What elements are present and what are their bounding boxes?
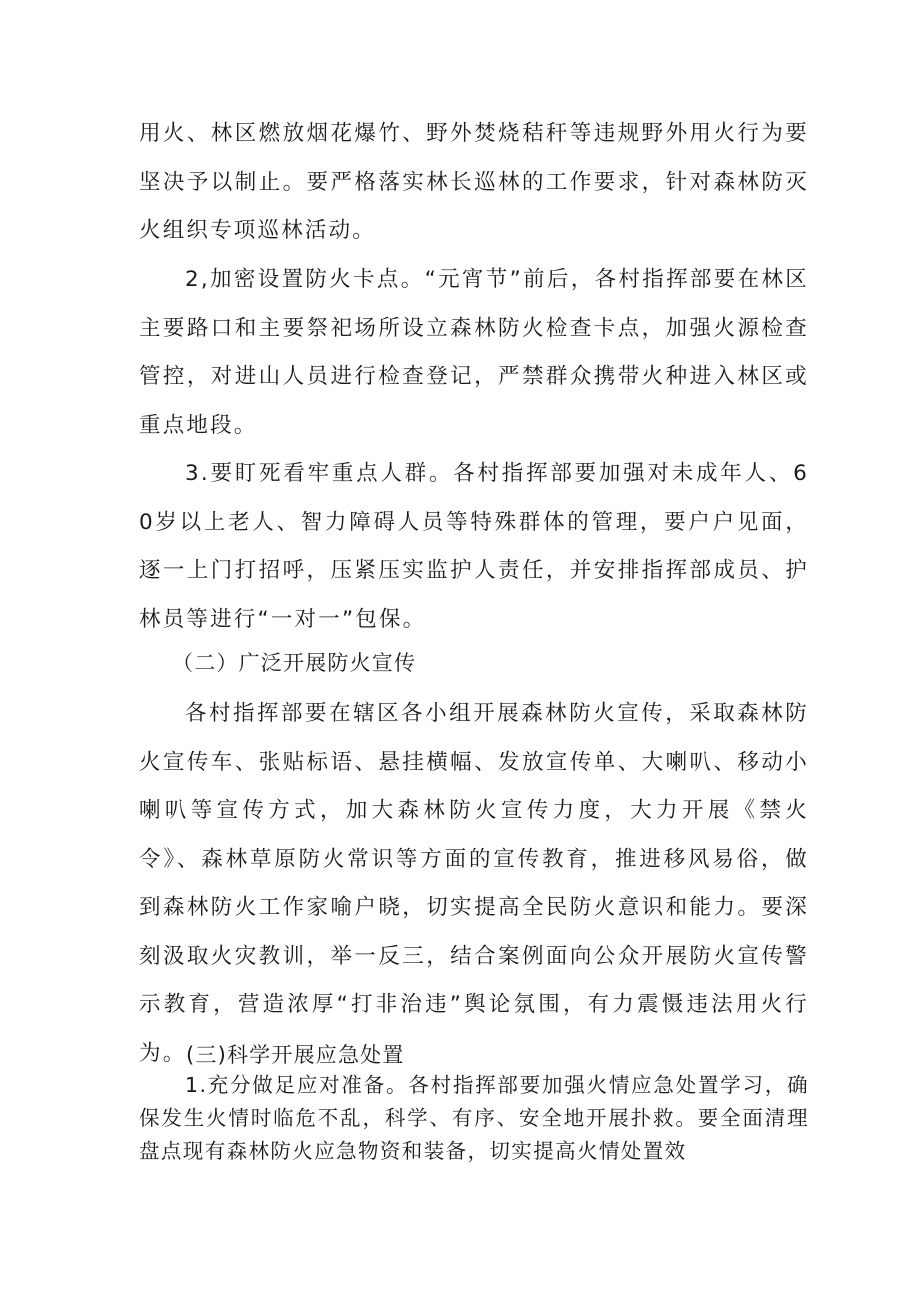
paragraph-key-groups: 3.要盯死看牢重点人群。各村指挥部要加强对未成年人、60岁以上老人、智力障碍人员等特殊群体的管理，要户户见面，逐一上门打招呼，压紧压实监护人责任，并安排指挥部成员、护林员等进行“一对一”包保。 xyxy=(139,461,809,632)
section-heading-publicity: （二）广泛开展防火宣传 xyxy=(172,651,417,675)
section-heading-emergency: (三)科学开展应急处置 xyxy=(186,1043,405,1067)
paragraph-emergency-preparation: 1.充分做足应对准备。各村指挥部要加强火情应急处置学习，确保发生火情时临危不乱，科学、有序、安全地开展扑救。要全面清理盘点现有森林防火应急物资和装备，切实提高火情处置效 xyxy=(139,1073,809,1163)
paragraph-fire-checkpoints: 2,加密设置防火卡点。“元宵节”前后，各村指挥部要在林区主要路口和主要祭祀场所设立森林防火检查卡点，加强火源检查管控，对进山人员进行检查登记，严禁群众携带火种进入林区或重点地段。 xyxy=(139,267,809,438)
paragraph-publicity: 各村指挥部要在辖区各小组开展森林防火宣传，采取森林防火宣传车、张贴标语、悬挂横幅、发放宣传单、大喇叭、移动小喇叭等宣传方式，加大森林防火宣传力度，大力开展《禁火令》、森林草原防火常识等方面的宣传教育，推进移风易俗，做到森林防火工作家喻户晓，切实提高全民防火意识和能力。要深刻汲取火灾教训，举一反三，结合案例面向公众开展防火宣传警示教育，营造浓厚“打非治违”舆论氛围，有力震慑违法用火行为。 xyxy=(139,701,809,1066)
paragraph-patrol-continuation: 用火、林区燃放烟花爆竹、野外焚烧秸秆等违规野外用火行为要坚决予以制止。要严格落实林长巡林的工作要求，针对森林防灭火组织专项巡林活动。 xyxy=(139,121,809,243)
